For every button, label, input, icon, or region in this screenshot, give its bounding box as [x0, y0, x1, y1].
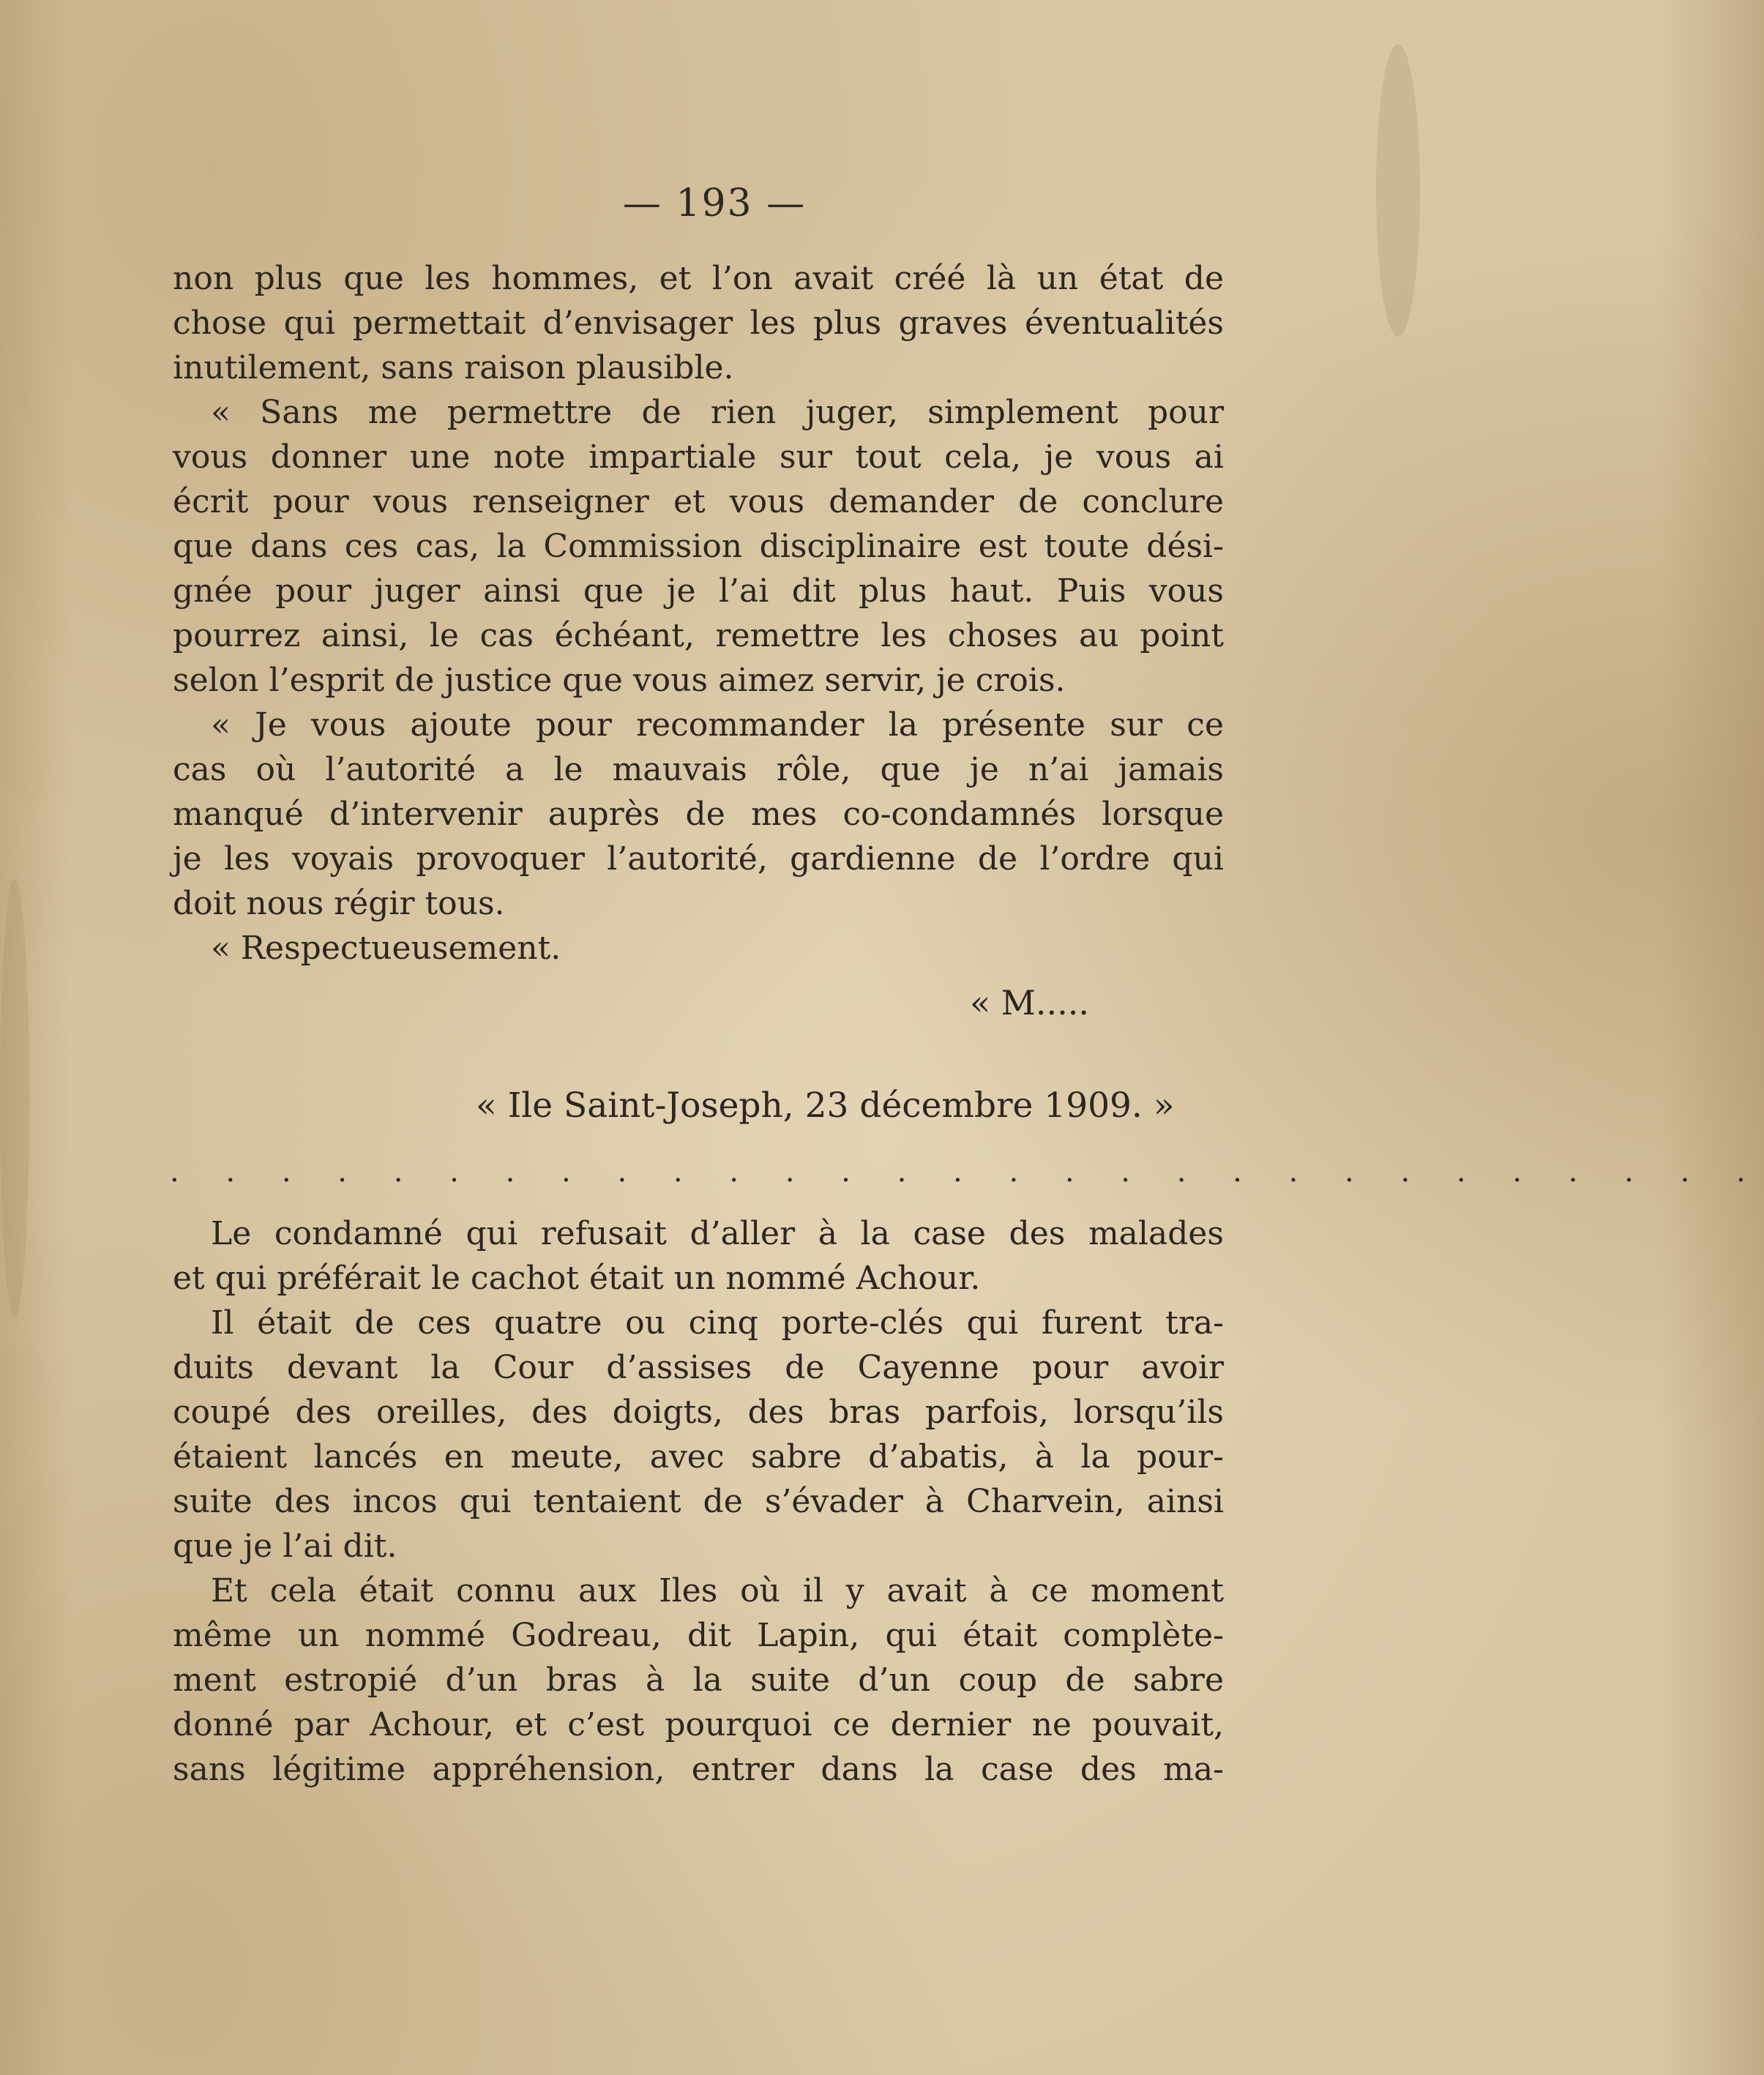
- narrative-body: [173, 1211, 1224, 1792]
- text-line: Et cela était connu aux Iles où il y avait à ce moment: [211, 1572, 1224, 1609]
- text-line: cas où l’autorité a le mauvais rôle, que je n’ai jamais: [173, 751, 1224, 788]
- text-line: écrit pour vous renseigner et vous demander de conclure: [173, 483, 1224, 520]
- text-line: Il était de ces quatre ou cinq porte-clés qui furent tra-: [211, 1304, 1224, 1342]
- text-line: « Respectueusement.: [211, 930, 561, 967]
- text-line: « Sans me permettre de rien juger, simplement pour: [211, 394, 1224, 431]
- text-line: doit nous régir tous.: [173, 885, 505, 922]
- text-line: étaient lancés en meute, avec sabre d’abatis, à la pour-: [173, 1438, 1224, 1476]
- text-line: sans légitime appréhension, entrer dans la case des ma-: [173, 1751, 1224, 1788]
- text-line: vous donner une note impartiale sur tout cela, je vous ai: [173, 438, 1224, 476]
- text-line: coupé des oreilles, des doigts, des bras parfois, lorsqu’ils: [173, 1394, 1224, 1431]
- text-line: donné par Achour, et c’est pourquoi ce dernier ne pouvait,: [173, 1706, 1224, 1743]
- text-line: ment estropié d’un bras à la suite d’un coup de sabre: [173, 1661, 1224, 1699]
- text-line: non plus que les hommes, et l’on avait créé là un état de: [173, 260, 1224, 297]
- text-line: je les voyais provoquer l’autorité, gardienne de l’ordre qui: [173, 840, 1224, 878]
- text-line: Le condamné qui refusait d’aller à la case des malades: [211, 1215, 1224, 1252]
- text-line: pourrez ainsi, le cas échéant, remettre les choses au point: [173, 617, 1224, 654]
- letter-signoff: « M.....: [970, 983, 1089, 1022]
- text-line: même un nommé Godreau, dit Lapin, qui était complète-: [173, 1617, 1224, 1654]
- text-line: gnée pour juger ainsi que je l’ai dit plus haut. Puis vous: [173, 572, 1224, 610]
- text-line: selon l’esprit de justice que vous aimez servir, je crois.: [173, 662, 1066, 699]
- paper-stain: [0, 878, 29, 1317]
- text-line: manqué d’intervenir auprès de mes co-condamnés lorsque: [173, 796, 1224, 833]
- text-line: chose qui permettait d’envisager les plus graves éventualités: [173, 304, 1224, 342]
- text-line: suite des incos qui tentaient de s’évader à Charvein, ainsi: [173, 1483, 1224, 1520]
- letter-body: [173, 256, 1224, 971]
- page-number: — 193 —: [622, 182, 807, 225]
- text-line: que je l’ai dit.: [173, 1528, 397, 1565]
- section-separator-dots: . . . . . . . . . . . . . . . . . . . . . . . . . . . . .: [170, 1155, 1764, 1189]
- text-line: duits devant la Cour d’assises de Cayenne pour avoir: [173, 1349, 1224, 1386]
- text-line: inutilement, sans raison plausible.: [173, 349, 734, 386]
- letter-dateline: « Ile Saint-Joseph, 23 décembre 1909. »: [476, 1085, 1175, 1126]
- text-line: « Je vous ajoute pour recommander la présente sur ce: [211, 706, 1224, 744]
- text-line: et qui préférait le cachot était un nommé Achour.: [173, 1260, 981, 1297]
- text-line: que dans ces cas, la Commission disciplinaire est toute dési-: [173, 528, 1224, 565]
